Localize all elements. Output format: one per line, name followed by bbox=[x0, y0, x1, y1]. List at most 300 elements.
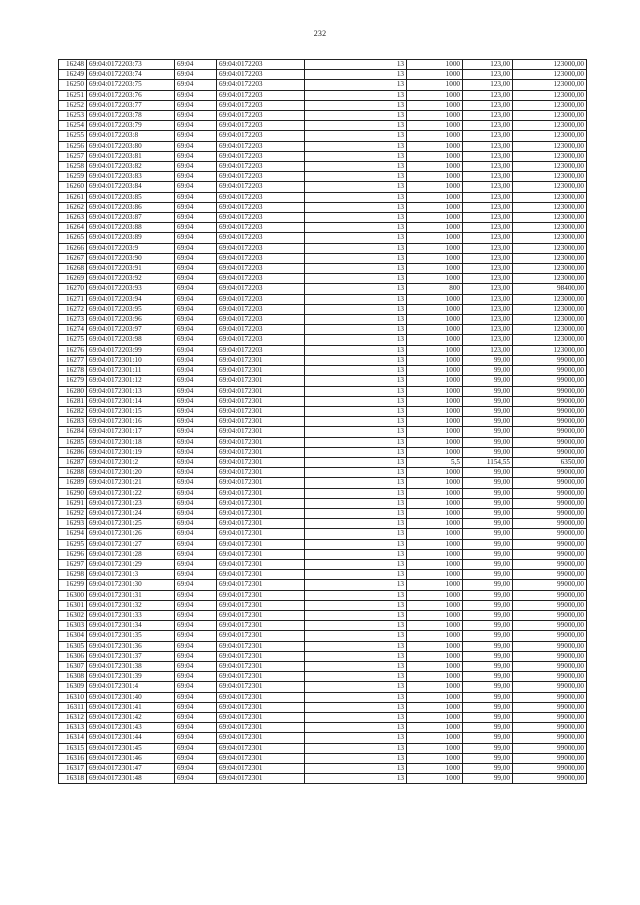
group-code-cell: 13 bbox=[305, 457, 407, 467]
specific-value-cell: 99,00 bbox=[463, 355, 513, 365]
specific-value-cell: 123,00 bbox=[463, 162, 513, 172]
district-code-cell: 69:04 bbox=[175, 631, 217, 641]
cadastral-value-cell: 99000,00 bbox=[513, 570, 587, 580]
cadastral-value-cell: 123000,00 bbox=[513, 80, 587, 90]
quarter-number-cell: 69:04:0172203 bbox=[217, 345, 305, 355]
row-number-cell: 16259 bbox=[59, 172, 87, 182]
quarter-number-cell: 69:04:0172203 bbox=[217, 294, 305, 304]
table-row bbox=[59, 233, 587, 243]
cadastral-value-cell: 123000,00 bbox=[513, 315, 587, 325]
area-value-cell: 1000 bbox=[407, 498, 463, 508]
specific-value-cell: 99,00 bbox=[463, 672, 513, 682]
area-value-cell: 1000 bbox=[407, 80, 463, 90]
quarter-number-cell: 69:04:0172301 bbox=[217, 733, 305, 743]
cadastral-number-cell: 69:04:0172301:23 bbox=[87, 498, 175, 508]
row-number-cell: 16250 bbox=[59, 80, 87, 90]
table-row bbox=[59, 376, 587, 386]
row-number-cell: 16261 bbox=[59, 192, 87, 202]
area-value-cell: 1000 bbox=[407, 468, 463, 478]
table-row bbox=[59, 672, 587, 682]
quarter-number-cell: 69:04:0172301 bbox=[217, 539, 305, 549]
specific-value-cell: 99,00 bbox=[463, 478, 513, 488]
cadastral-number-cell: 69:04:0172301:2 bbox=[87, 457, 175, 467]
row-number-cell: 16302 bbox=[59, 610, 87, 620]
row-number-cell: 16263 bbox=[59, 213, 87, 223]
cadastral-value-cell: 99000,00 bbox=[513, 713, 587, 723]
area-value-cell: 1000 bbox=[407, 437, 463, 447]
area-value-cell: 1000 bbox=[407, 233, 463, 243]
quarter-number-cell: 69:04:0172301 bbox=[217, 641, 305, 651]
row-number-cell: 16265 bbox=[59, 233, 87, 243]
row-number-cell: 16271 bbox=[59, 294, 87, 304]
district-code-cell: 69:04 bbox=[175, 294, 217, 304]
group-code-cell: 13 bbox=[305, 641, 407, 651]
specific-value-cell: 99,00 bbox=[463, 468, 513, 478]
cadastral-value-cell: 99000,00 bbox=[513, 519, 587, 529]
district-code-cell: 69:04 bbox=[175, 753, 217, 763]
cadastral-number-cell: 69:04:0172203:81 bbox=[87, 151, 175, 161]
cadastral-value-cell: 99000,00 bbox=[513, 764, 587, 774]
area-value-cell: 1000 bbox=[407, 335, 463, 345]
area-value-cell: 1000 bbox=[407, 672, 463, 682]
district-code-cell: 69:04 bbox=[175, 345, 217, 355]
district-code-cell: 69:04 bbox=[175, 621, 217, 631]
cadastral-value-cell: 123000,00 bbox=[513, 243, 587, 253]
area-value-cell: 1000 bbox=[407, 386, 463, 396]
row-number-cell: 16282 bbox=[59, 406, 87, 416]
table-body bbox=[59, 60, 587, 784]
specific-value-cell: 99,00 bbox=[463, 508, 513, 518]
cadastral-value-cell: 123000,00 bbox=[513, 202, 587, 212]
cadastral-number-cell: 69:04:0172301:39 bbox=[87, 672, 175, 682]
area-value-cell: 1000 bbox=[407, 559, 463, 569]
area-value-cell: 1000 bbox=[407, 274, 463, 284]
group-code-cell: 13 bbox=[305, 121, 407, 131]
cadastral-value-cell: 99000,00 bbox=[513, 600, 587, 610]
table-row bbox=[59, 315, 587, 325]
district-code-cell: 69:04 bbox=[175, 243, 217, 253]
group-code-cell: 13 bbox=[305, 223, 407, 233]
district-code-cell: 69:04 bbox=[175, 274, 217, 284]
group-code-cell: 13 bbox=[305, 172, 407, 182]
cadastral-number-cell: 69:04:0172203:95 bbox=[87, 304, 175, 314]
group-code-cell: 13 bbox=[305, 692, 407, 702]
specific-value-cell: 99,00 bbox=[463, 713, 513, 723]
district-code-cell: 69:04 bbox=[175, 172, 217, 182]
group-code-cell: 13 bbox=[305, 90, 407, 100]
row-number-cell: 16275 bbox=[59, 335, 87, 345]
cadastral-value-cell: 123000,00 bbox=[513, 121, 587, 131]
specific-value-cell: 99,00 bbox=[463, 396, 513, 406]
quarter-number-cell: 69:04:0172301 bbox=[217, 621, 305, 631]
page-number: 232 bbox=[313, 29, 327, 38]
district-code-cell: 69:04 bbox=[175, 468, 217, 478]
cadastral-value-cell: 123000,00 bbox=[513, 345, 587, 355]
group-code-cell: 13 bbox=[305, 355, 407, 365]
row-number-cell: 16257 bbox=[59, 151, 87, 161]
group-code-cell: 13 bbox=[305, 764, 407, 774]
row-number-cell: 16306 bbox=[59, 651, 87, 661]
cadastral-number-cell: 69:04:0172301:4 bbox=[87, 682, 175, 692]
district-code-cell: 69:04 bbox=[175, 519, 217, 529]
area-value-cell: 1000 bbox=[407, 764, 463, 774]
group-code-cell: 13 bbox=[305, 151, 407, 161]
quarter-number-cell: 69:04:0172301 bbox=[217, 396, 305, 406]
district-code-cell: 69:04 bbox=[175, 162, 217, 172]
area-value-cell: 1000 bbox=[407, 682, 463, 692]
row-number-cell: 16280 bbox=[59, 386, 87, 396]
quarter-number-cell: 69:04:0172301 bbox=[217, 753, 305, 763]
table-row bbox=[59, 519, 587, 529]
row-number-cell: 16315 bbox=[59, 743, 87, 753]
cadastral-value-cell: 123000,00 bbox=[513, 131, 587, 141]
cadastral-number-cell: 69:04:0172301:31 bbox=[87, 590, 175, 600]
district-code-cell: 69:04 bbox=[175, 417, 217, 427]
quarter-number-cell: 69:04:0172203 bbox=[217, 233, 305, 243]
row-number-cell: 16287 bbox=[59, 457, 87, 467]
district-code-cell: 69:04 bbox=[175, 406, 217, 416]
specific-value-cell: 99,00 bbox=[463, 427, 513, 437]
quarter-number-cell: 69:04:0172301 bbox=[217, 549, 305, 559]
cadastral-value-cell: 99000,00 bbox=[513, 621, 587, 631]
district-code-cell: 69:04 bbox=[175, 447, 217, 457]
row-number-cell: 16283 bbox=[59, 417, 87, 427]
area-value-cell: 1000 bbox=[407, 743, 463, 753]
cadastral-number-cell: 69:04:0172203:9 bbox=[87, 243, 175, 253]
quarter-number-cell: 69:04:0172203 bbox=[217, 192, 305, 202]
cadastral-number-cell: 69:04:0172301:40 bbox=[87, 692, 175, 702]
table-row bbox=[59, 600, 587, 610]
group-code-cell: 13 bbox=[305, 111, 407, 121]
specific-value-cell: 99,00 bbox=[463, 764, 513, 774]
table-row bbox=[59, 457, 587, 467]
quarter-number-cell: 69:04:0172301 bbox=[217, 570, 305, 580]
cadastral-number-cell: 69:04:0172203:94 bbox=[87, 294, 175, 304]
district-code-cell: 69:04 bbox=[175, 80, 217, 90]
area-value-cell: 1000 bbox=[407, 121, 463, 131]
table-row bbox=[59, 631, 587, 641]
cadastral-number-cell: 69:04:0172203:91 bbox=[87, 264, 175, 274]
row-number-cell: 16268 bbox=[59, 264, 87, 274]
quarter-number-cell: 69:04:0172203 bbox=[217, 315, 305, 325]
specific-value-cell: 123,00 bbox=[463, 202, 513, 212]
specific-value-cell: 99,00 bbox=[463, 580, 513, 590]
cadastral-value-cell: 99000,00 bbox=[513, 447, 587, 457]
cadastral-value-cell: 99000,00 bbox=[513, 427, 587, 437]
table-row bbox=[59, 355, 587, 365]
district-code-cell: 69:04 bbox=[175, 396, 217, 406]
row-number-cell: 16260 bbox=[59, 182, 87, 192]
cadastral-value-cell: 123000,00 bbox=[513, 304, 587, 314]
district-code-cell: 69:04 bbox=[175, 641, 217, 651]
cadastral-number-cell: 69:04:0172301:16 bbox=[87, 417, 175, 427]
table-row bbox=[59, 294, 587, 304]
quarter-number-cell: 69:04:0172301 bbox=[217, 743, 305, 753]
group-code-cell: 13 bbox=[305, 610, 407, 620]
area-value-cell: 1000 bbox=[407, 519, 463, 529]
row-number-cell: 16264 bbox=[59, 223, 87, 233]
cadastral-number-cell: 69:04:0172203:74 bbox=[87, 70, 175, 80]
quarter-number-cell: 69:04:0172203 bbox=[217, 274, 305, 284]
specific-value-cell: 99,00 bbox=[463, 610, 513, 620]
cadastral-value-cell: 123000,00 bbox=[513, 172, 587, 182]
district-code-cell: 69:04 bbox=[175, 559, 217, 569]
cadastral-value-cell: 99000,00 bbox=[513, 529, 587, 539]
cadastral-value-cell: 99000,00 bbox=[513, 508, 587, 518]
area-value-cell: 1000 bbox=[407, 223, 463, 233]
district-code-cell: 69:04 bbox=[175, 508, 217, 518]
specific-value-cell: 123,00 bbox=[463, 131, 513, 141]
cadastral-number-cell: 69:04:0172203:85 bbox=[87, 192, 175, 202]
quarter-number-cell: 69:04:0172203 bbox=[217, 90, 305, 100]
group-code-cell: 13 bbox=[305, 141, 407, 151]
cadastral-value-cell: 99000,00 bbox=[513, 702, 587, 712]
specific-value-cell: 123,00 bbox=[463, 274, 513, 284]
specific-value-cell: 99,00 bbox=[463, 447, 513, 457]
cadastral-number-cell: 69:04:0172301:20 bbox=[87, 468, 175, 478]
area-value-cell: 1000 bbox=[407, 366, 463, 376]
group-code-cell: 13 bbox=[305, 519, 407, 529]
row-number-cell: 16254 bbox=[59, 121, 87, 131]
cadastral-value-cell: 123000,00 bbox=[513, 294, 587, 304]
table-row bbox=[59, 468, 587, 478]
group-code-cell: 13 bbox=[305, 549, 407, 559]
quarter-number-cell: 69:04:0172203 bbox=[217, 202, 305, 212]
district-code-cell: 69:04 bbox=[175, 315, 217, 325]
specific-value-cell: 123,00 bbox=[463, 284, 513, 294]
cadastral-number-cell: 69:04:0172301:14 bbox=[87, 396, 175, 406]
specific-value-cell: 99,00 bbox=[463, 417, 513, 427]
quarter-number-cell: 69:04:0172203 bbox=[217, 223, 305, 233]
row-number-cell: 16299 bbox=[59, 580, 87, 590]
cadastral-number-cell: 69:04:0172203:82 bbox=[87, 162, 175, 172]
quarter-number-cell: 69:04:0172301 bbox=[217, 692, 305, 702]
cadastral-value-cell: 123000,00 bbox=[513, 151, 587, 161]
row-number-cell: 16255 bbox=[59, 131, 87, 141]
area-value-cell: 1000 bbox=[407, 202, 463, 212]
row-number-cell: 16294 bbox=[59, 529, 87, 539]
quarter-number-cell: 69:04:0172301 bbox=[217, 723, 305, 733]
specific-value-cell: 123,00 bbox=[463, 182, 513, 192]
district-code-cell: 69:04 bbox=[175, 457, 217, 467]
cadastral-value-cell: 99000,00 bbox=[513, 723, 587, 733]
district-code-cell: 69:04 bbox=[175, 151, 217, 161]
group-code-cell: 13 bbox=[305, 304, 407, 314]
quarter-number-cell: 69:04:0172301 bbox=[217, 417, 305, 427]
quarter-number-cell: 69:04:0172203 bbox=[217, 304, 305, 314]
cadastral-value-cell: 123000,00 bbox=[513, 233, 587, 243]
group-code-cell: 13 bbox=[305, 406, 407, 416]
cadastral-number-cell: 69:04:0172203:84 bbox=[87, 182, 175, 192]
table-row bbox=[59, 498, 587, 508]
district-code-cell: 69:04 bbox=[175, 539, 217, 549]
row-number-cell: 16276 bbox=[59, 345, 87, 355]
cadastral-number-cell: 69:04:0172203:86 bbox=[87, 202, 175, 212]
group-code-cell: 13 bbox=[305, 325, 407, 335]
group-code-cell: 13 bbox=[305, 243, 407, 253]
area-value-cell: 1000 bbox=[407, 376, 463, 386]
specific-value-cell: 99,00 bbox=[463, 366, 513, 376]
table-row bbox=[59, 529, 587, 539]
cadastral-number-cell: 69:04:0172301:3 bbox=[87, 570, 175, 580]
group-code-cell: 13 bbox=[305, 345, 407, 355]
cadastral-value-cell: 99000,00 bbox=[513, 406, 587, 416]
row-number-cell: 16313 bbox=[59, 723, 87, 733]
group-code-cell: 13 bbox=[305, 131, 407, 141]
district-code-cell: 69:04 bbox=[175, 223, 217, 233]
specific-value-cell: 123,00 bbox=[463, 325, 513, 335]
group-code-cell: 13 bbox=[305, 733, 407, 743]
cadastral-value-cell: 99000,00 bbox=[513, 488, 587, 498]
cadastral-number-cell: 69:04:0172301:26 bbox=[87, 529, 175, 539]
row-number-cell: 16248 bbox=[59, 60, 87, 70]
district-code-cell: 69:04 bbox=[175, 651, 217, 661]
area-value-cell: 1000 bbox=[407, 590, 463, 600]
specific-value-cell: 99,00 bbox=[463, 570, 513, 580]
cadastral-number-cell: 69:04:0172301:35 bbox=[87, 631, 175, 641]
row-number-cell: 16291 bbox=[59, 498, 87, 508]
district-code-cell: 69:04 bbox=[175, 713, 217, 723]
row-number-cell: 16269 bbox=[59, 274, 87, 284]
district-code-cell: 69:04 bbox=[175, 764, 217, 774]
area-value-cell: 1000 bbox=[407, 70, 463, 80]
district-code-cell: 69:04 bbox=[175, 100, 217, 110]
row-number-cell: 16305 bbox=[59, 641, 87, 651]
row-number-cell: 16309 bbox=[59, 682, 87, 692]
district-code-cell: 69:04 bbox=[175, 304, 217, 314]
quarter-number-cell: 69:04:0172301 bbox=[217, 590, 305, 600]
specific-value-cell: 123,00 bbox=[463, 141, 513, 151]
area-value-cell: 1000 bbox=[407, 549, 463, 559]
district-code-cell: 69:04 bbox=[175, 264, 217, 274]
cadastral-value-cell: 98400,00 bbox=[513, 284, 587, 294]
quarter-number-cell: 69:04:0172203 bbox=[217, 60, 305, 70]
specific-value-cell: 99,00 bbox=[463, 539, 513, 549]
quarter-number-cell: 69:04:0172301 bbox=[217, 702, 305, 712]
quarter-number-cell: 69:04:0172203 bbox=[217, 111, 305, 121]
cadastral-value-cell: 99000,00 bbox=[513, 661, 587, 671]
table-row bbox=[59, 60, 587, 70]
quarter-number-cell: 69:04:0172301 bbox=[217, 447, 305, 457]
district-code-cell: 69:04 bbox=[175, 233, 217, 243]
table-row bbox=[59, 223, 587, 233]
cadastral-number-cell: 69:04:0172203:75 bbox=[87, 80, 175, 90]
district-code-cell: 69:04 bbox=[175, 488, 217, 498]
district-code-cell: 69:04 bbox=[175, 60, 217, 70]
cadastral-number-cell: 69:04:0172203:80 bbox=[87, 141, 175, 151]
specific-value-cell: 99,00 bbox=[463, 692, 513, 702]
row-number-cell: 16298 bbox=[59, 570, 87, 580]
specific-value-cell: 99,00 bbox=[463, 651, 513, 661]
table-row bbox=[59, 304, 587, 314]
row-number-cell: 16292 bbox=[59, 508, 87, 518]
cadastral-value-cell: 123000,00 bbox=[513, 192, 587, 202]
row-number-cell: 16310 bbox=[59, 692, 87, 702]
cadastral-number-cell: 69:04:0172301:21 bbox=[87, 478, 175, 488]
quarter-number-cell: 69:04:0172301 bbox=[217, 764, 305, 774]
cadastral-value-cell: 6350,00 bbox=[513, 457, 587, 467]
area-value-cell: 1000 bbox=[407, 162, 463, 172]
table-row bbox=[59, 335, 587, 345]
specific-value-cell: 99,00 bbox=[463, 774, 513, 784]
table-row bbox=[59, 284, 587, 294]
district-code-cell: 69:04 bbox=[175, 386, 217, 396]
quarter-number-cell: 69:04:0172301 bbox=[217, 498, 305, 508]
group-code-cell: 13 bbox=[305, 284, 407, 294]
area-value-cell: 1000 bbox=[407, 570, 463, 580]
cadastral-value-cell: 99000,00 bbox=[513, 590, 587, 600]
group-code-cell: 13 bbox=[305, 264, 407, 274]
quarter-number-cell: 69:04:0172301 bbox=[217, 713, 305, 723]
table-row bbox=[59, 733, 587, 743]
table-row bbox=[59, 549, 587, 559]
specific-value-cell: 123,00 bbox=[463, 60, 513, 70]
row-number-cell: 16253 bbox=[59, 111, 87, 121]
specific-value-cell: 99,00 bbox=[463, 590, 513, 600]
quarter-number-cell: 69:04:0172203 bbox=[217, 213, 305, 223]
group-code-cell: 13 bbox=[305, 621, 407, 631]
cadastral-number-cell: 69:04:0172203:92 bbox=[87, 274, 175, 284]
group-code-cell: 13 bbox=[305, 192, 407, 202]
specific-value-cell: 99,00 bbox=[463, 733, 513, 743]
cadastral-number-cell: 69:04:0172203:88 bbox=[87, 223, 175, 233]
table-row bbox=[59, 417, 587, 427]
cadastral-number-cell: 69:04:0172301:36 bbox=[87, 641, 175, 651]
cadastral-value-cell: 99000,00 bbox=[513, 468, 587, 478]
quarter-number-cell: 69:04:0172301 bbox=[217, 376, 305, 386]
cadastral-value-cell: 123000,00 bbox=[513, 60, 587, 70]
area-value-cell: 1000 bbox=[407, 692, 463, 702]
district-code-cell: 69:04 bbox=[175, 733, 217, 743]
group-code-cell: 13 bbox=[305, 478, 407, 488]
specific-value-cell: 99,00 bbox=[463, 600, 513, 610]
group-code-cell: 13 bbox=[305, 661, 407, 671]
quarter-number-cell: 69:04:0172203 bbox=[217, 151, 305, 161]
row-number-cell: 16249 bbox=[59, 70, 87, 80]
row-number-cell: 16278 bbox=[59, 366, 87, 376]
specific-value-cell: 99,00 bbox=[463, 386, 513, 396]
group-code-cell: 13 bbox=[305, 162, 407, 172]
cadastral-value-cell: 99000,00 bbox=[513, 774, 587, 784]
table-row bbox=[59, 692, 587, 702]
group-code-cell: 13 bbox=[305, 743, 407, 753]
area-value-cell: 1000 bbox=[407, 753, 463, 763]
group-code-cell: 13 bbox=[305, 335, 407, 345]
cadastral-number-cell: 69:04:0172301:29 bbox=[87, 559, 175, 569]
table-row bbox=[59, 764, 587, 774]
cadastral-number-cell: 69:04:0172301:11 bbox=[87, 366, 175, 376]
cadastral-value-cell: 99000,00 bbox=[513, 672, 587, 682]
cadastral-value-cell: 99000,00 bbox=[513, 631, 587, 641]
cadastral-value-cell: 123000,00 bbox=[513, 70, 587, 80]
quarter-number-cell: 69:04:0172301 bbox=[217, 355, 305, 365]
district-code-cell: 69:04 bbox=[175, 202, 217, 212]
cadastral-number-cell: 69:04:0172203:93 bbox=[87, 284, 175, 294]
cadastral-number-cell: 69:04:0172301:34 bbox=[87, 621, 175, 631]
row-number-cell: 16279 bbox=[59, 376, 87, 386]
cadastral-number-cell: 69:04:0172301:17 bbox=[87, 427, 175, 437]
specific-value-cell: 99,00 bbox=[463, 723, 513, 733]
row-number-cell: 16316 bbox=[59, 753, 87, 763]
specific-value-cell: 99,00 bbox=[463, 682, 513, 692]
group-code-cell: 13 bbox=[305, 376, 407, 386]
quarter-number-cell: 69:04:0172203 bbox=[217, 335, 305, 345]
district-code-cell: 69:04 bbox=[175, 774, 217, 784]
table-row bbox=[59, 386, 587, 396]
area-value-cell: 1000 bbox=[407, 488, 463, 498]
district-code-cell: 69:04 bbox=[175, 600, 217, 610]
area-value-cell: 1000 bbox=[407, 641, 463, 651]
